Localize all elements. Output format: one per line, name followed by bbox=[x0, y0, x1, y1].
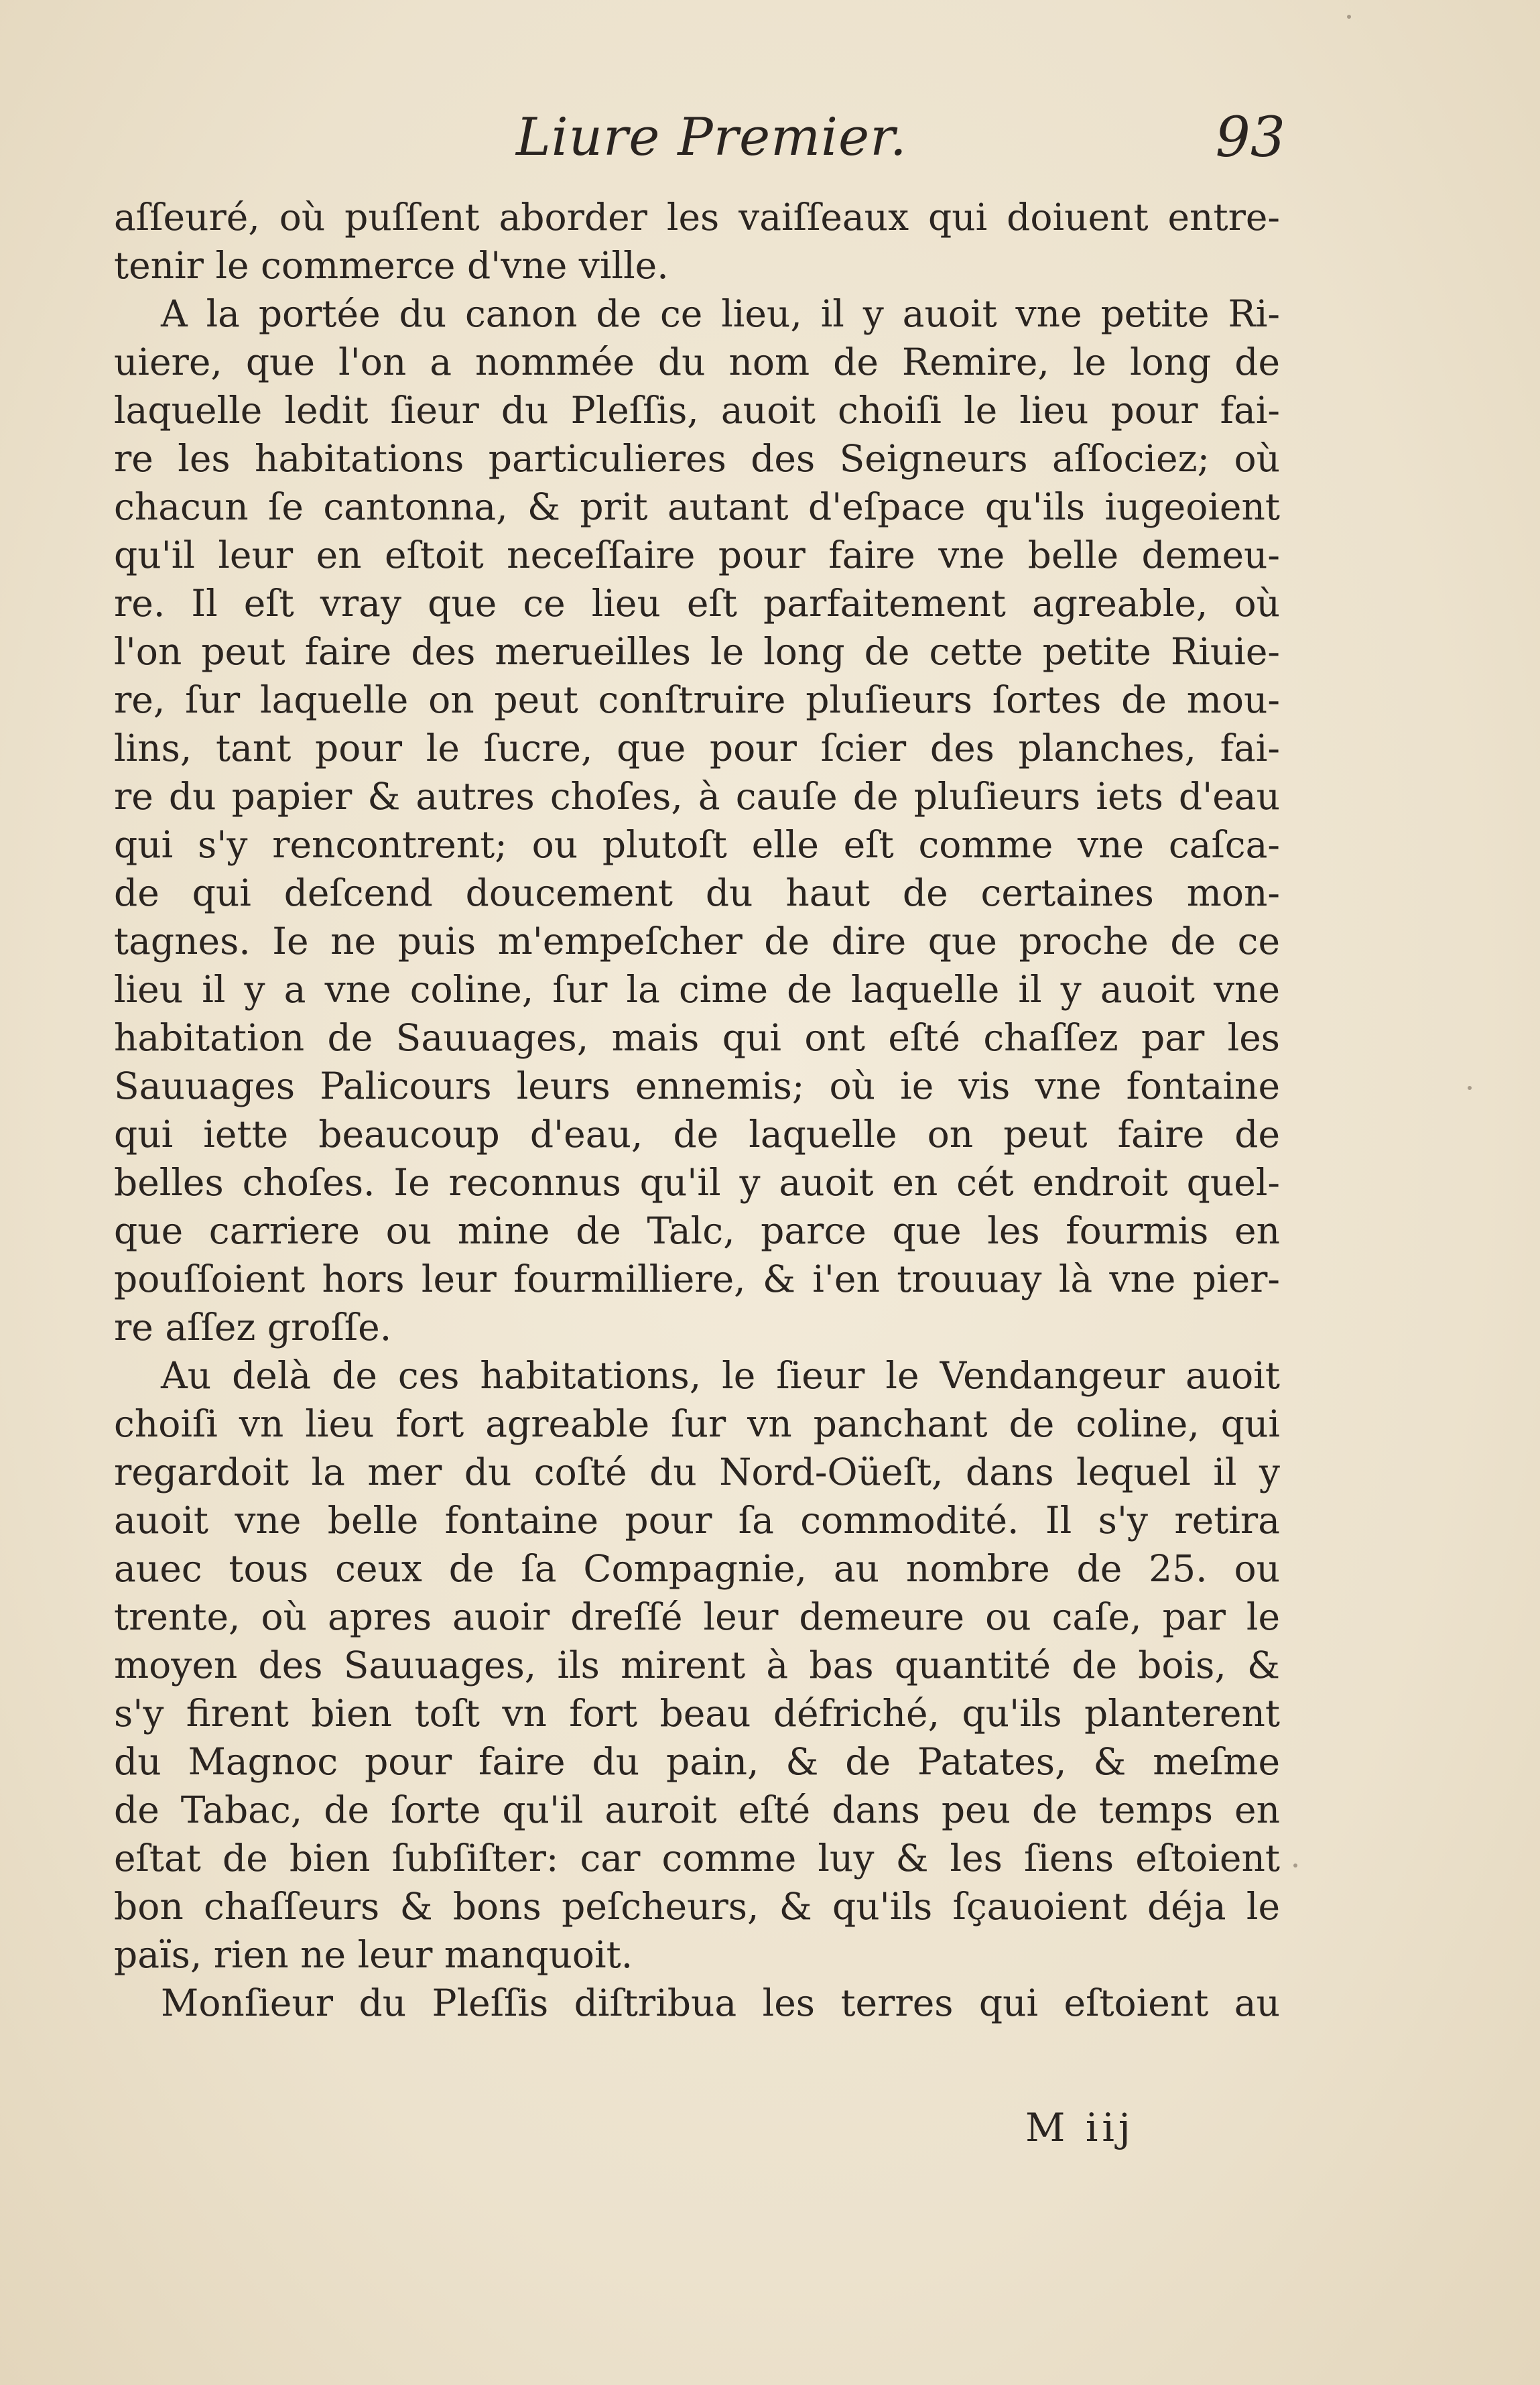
text-line: auoit vne belle fontaine pour ſa commodité. Il s'y retira bbox=[114, 1499, 1280, 1542]
text-line: Sauuages Palicours leurs ennemis; où ie vis vne fontaine bbox=[114, 1064, 1280, 1107]
text-line: lins, tant pour le ſucre, que pour ſcier des planches, fai- bbox=[114, 727, 1280, 770]
text-line: lieu il y a vne coline, ſur la cime de laquelle il y auoit vne bbox=[114, 968, 1280, 1011]
page-number: 93 bbox=[1215, 106, 1285, 170]
text-line: regardoit la mer du coſté du Nord-Oüeſt, dans lequel il y bbox=[114, 1451, 1280, 1493]
text-line: chacun ſe cantonna, & prit autant d'eſpace qu'ils iugeoient bbox=[114, 485, 1280, 528]
text-line: re. Il eſt vray que ce lieu eſt parfaitement agreable, où bbox=[114, 582, 1280, 625]
signature-mark: M iij bbox=[1025, 2105, 1135, 2150]
text-line: de Tabac, de ſorte qu'il auroit eſté dans peu de temps en bbox=[114, 1788, 1280, 1831]
text-line: pouſſoient hors leur fourmilliere, & i'en trouuay là vne pier- bbox=[114, 1258, 1280, 1300]
text-line: tenir le commerce d'vne ville. bbox=[114, 244, 669, 287]
text-line: païs, rien ne leur manquoit. bbox=[114, 1933, 633, 1976]
text-line: aſſeuré, où puſſent aborder les vaiſſeaux qui doiuent entre- bbox=[114, 196, 1280, 239]
text-line: re du papier & autres choſes, à cauſe de pluſieurs iets d'eau bbox=[114, 775, 1280, 818]
text-line: uiere, que l'on a nommée du nom de Remire, le long de bbox=[114, 341, 1280, 383]
text-line: du Magnoc pour faire du pain, & de Patates, & meſme bbox=[114, 1740, 1280, 1783]
text-line: auec tous ceux de ſa Compagnie, au nombre de 25. ou bbox=[114, 1547, 1280, 1590]
text-line: belles choſes. Ie reconnus qu'il y auoit en cét endroit quel- bbox=[114, 1161, 1280, 1204]
text-line: que carriere ou mine de Talc, parce que les fourmis en bbox=[114, 1209, 1280, 1252]
ink-speck bbox=[1293, 1863, 1297, 1868]
text-line: de qui deſcend doucement du haut de certaines mon- bbox=[114, 871, 1280, 914]
ink-speck bbox=[1347, 15, 1351, 19]
text-line: Monſieur du Pleſſis diſtribua les terres qui eſtoient au bbox=[161, 1981, 1280, 2024]
text-line: qui s'y rencontrent; ou plutoſt elle eſt comme vne caſca- bbox=[114, 823, 1280, 866]
text-line: l'on peut faire des merueilles le long de cette petite Riuie- bbox=[114, 630, 1280, 673]
running-title: Liure Premier. bbox=[516, 107, 907, 168]
text-line: moyen des Sauuages, ils mirent à bas quantité de bois, & bbox=[114, 1644, 1280, 1687]
ink-speck bbox=[1468, 1086, 1472, 1090]
text-line: Au delà de ces habitations, le ſieur le Vendangeur auoit bbox=[161, 1354, 1280, 1397]
page-header bbox=[114, 101, 1285, 181]
text-line: tagnes. Ie ne puis m'empeſcher de dire que proche de ce bbox=[114, 920, 1280, 963]
text-line: choiſi vn lieu fort agreable ſur vn panchant de coline, qui bbox=[114, 1402, 1280, 1445]
text-line: qu'il leur en eſtoit neceſſaire pour faire vne belle demeu- bbox=[114, 534, 1280, 576]
text-line: bon chaſſeurs & bons peſcheurs, & qu'ils ſçauoient déja le bbox=[114, 1885, 1280, 1928]
text-line: re, ſur laquelle on peut conſtruire pluſieurs ſortes de mou- bbox=[114, 678, 1280, 721]
text-line: laquelle ledit ſieur du Pleſſis, auoit choiſi le lieu pour fai- bbox=[114, 389, 1280, 432]
text-line: trente, où apres auoir dreſſé leur demeure ou caſe, par le bbox=[114, 1595, 1280, 1638]
body-text bbox=[114, 193, 1280, 2027]
text-line: qui iette beaucoup d'eau, de laquelle on peut faire de bbox=[114, 1113, 1280, 1156]
text-line: re les habitations particulieres des Seigneurs aſſociez; où bbox=[114, 437, 1280, 480]
text-line: s'y firent bien toſt vn fort beau défriché, qu'ils planterent bbox=[114, 1692, 1280, 1735]
text-line: habitation de Sauuages, mais qui ont eſté chaſſez par les bbox=[114, 1016, 1280, 1059]
text-line: A la portée du canon de ce lieu, il y auoit vne petite Ri- bbox=[161, 292, 1280, 335]
text-line: eſtat de bien ſubſiſter: car comme luy & les ſiens eſtoient bbox=[114, 1837, 1280, 1880]
text-line: re aſſez groſſe. bbox=[114, 1306, 392, 1349]
